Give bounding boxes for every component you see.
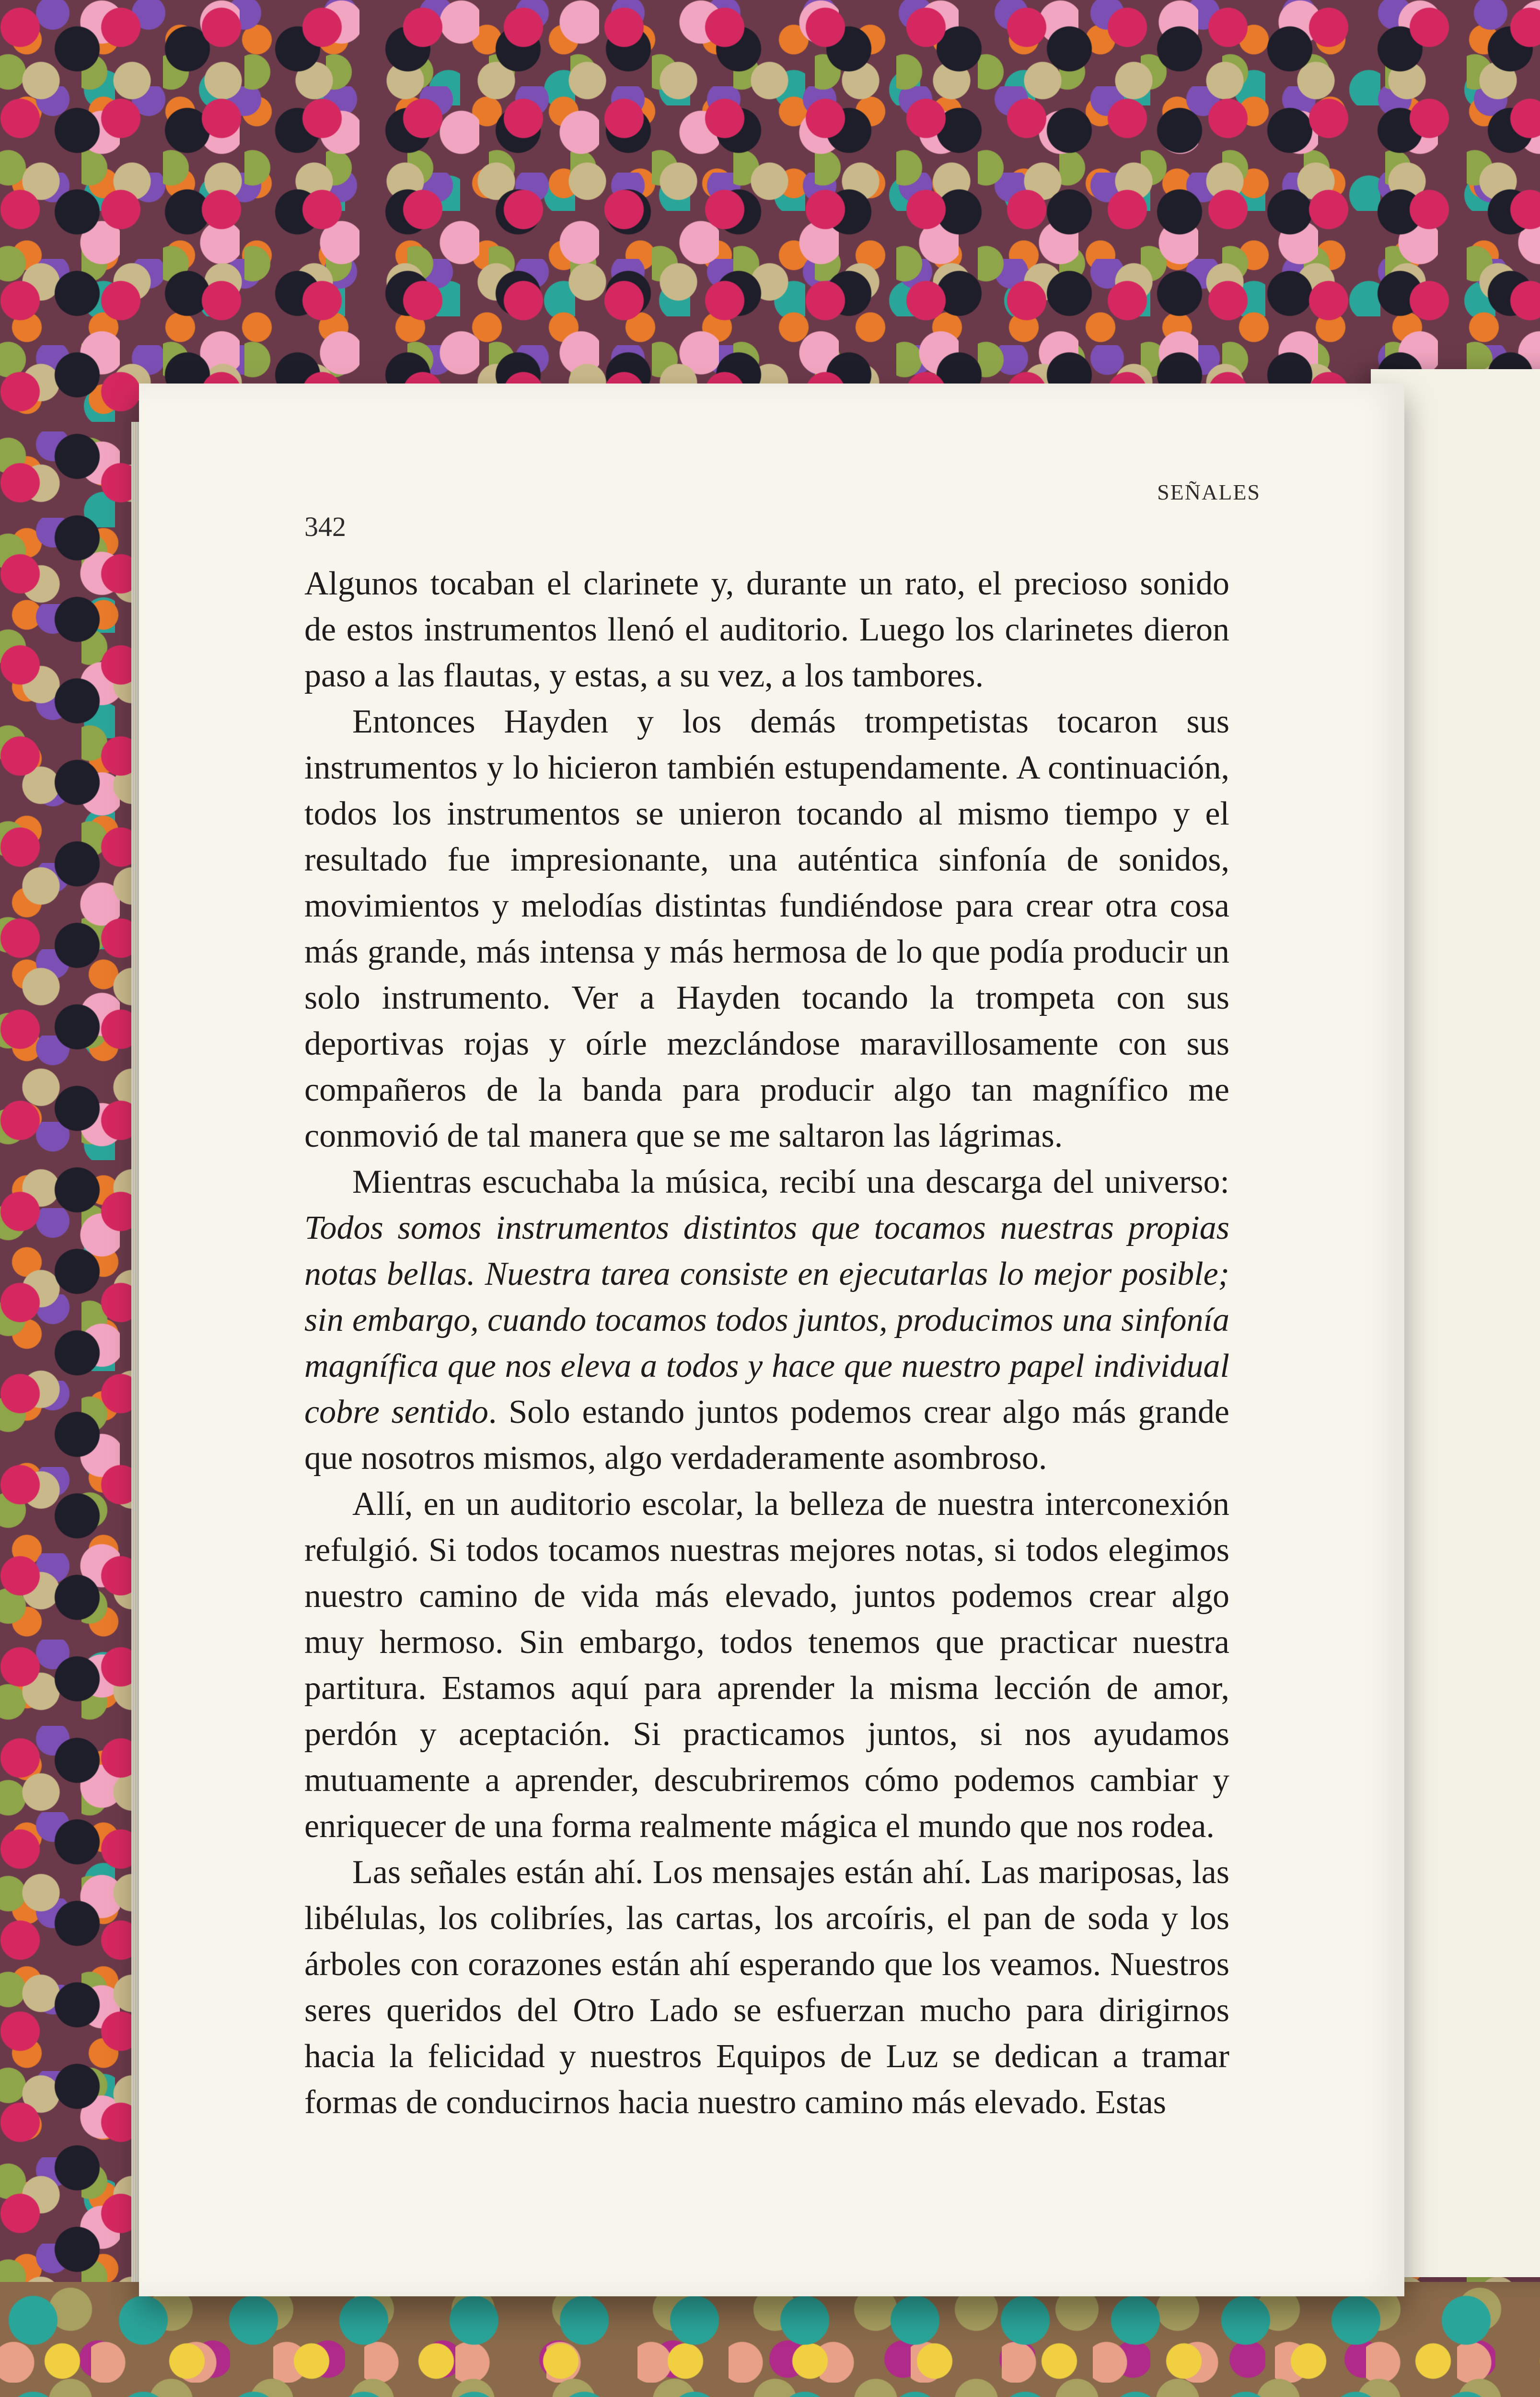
italic-quote: Todos somos instrumentos distintos que tocamos nuestras propias notas bellas. Nuestra tarea consiste en ejecutarlas lo mejor posible; sin embargo, cuando tocamos todos juntos, producimos una sinfonía magnífica que nos eleva a todos y hace que nuestro papel individual cobre sentido — [304, 1210, 1229, 1431]
page-number: 342 — [304, 511, 346, 542]
paragraph-tail: . Solo estando juntos podemos crear algo más grande que nosotros mismos, algo verdaderamente asombroso. — [304, 1394, 1229, 1477]
paragraph: Entonces Hayden y los demás trompetistas tocaron sus instrumentos y lo hicieron también estupendamente. A continuación, todos los instrumentos se unieron tocando al mismo tiempo y el resultado fue impresionante, una auténtica sinfonía de sonidos, movimientos y melodías distintas fundiéndose para crear otra cosa más grande, más intensa y más hermosa de lo que podía producir un solo instrumento. Ver a Hayden tocando la trompeta con sus deportivas rojas y oírle mezclándose maravillosamente con sus compañeros de la banda para producir algo tan magnífico me conmovió de tal manera que se me saltaron las lágrimas. — [304, 703, 1229, 1154]
body-text — [304, 561, 1229, 2126]
paragraph: Allí, en un auditorio escolar, la belleza de nuestra interconexión refulgió. Si todos tocamos nuestras mejores notas, si todos elegimos nuestro camino de vida más elevado, juntos podemos crear algo muy hermoso. Sin embargo, todos tenemos que practicar nuestra partitura. Estamos aquí para aprender la misma lección de amor, perdón y aceptación. Si practicamos juntos, si nos ayudamos mutuamente a aprender, descubriremos cómo podemos cambiar y enriquecer de una forma realmente mágica el mundo que nos rodea. — [304, 1486, 1229, 1845]
rug-background-bottom — [0, 2282, 1540, 2397]
book-page — [139, 384, 1404, 2296]
paragraph-with-italic — [304, 1159, 1229, 1481]
running-head: SEÑALES — [1157, 480, 1261, 504]
paragraph: Las señales están ahí. Los mensajes están ahí. Las mariposas, las libélulas, los colibríes, las cartas, los arcoíris, el pan de soda y los árboles con corazones están ahí esperando que los veamos. Nuestros seres queridos del Otro Lado se esfuerzan mucho para dirigirnos hacia la felicidad y nuestros Equipos de Luz se dedican a tramar formas de conducirnos hacia nuestro camino más elevado. Estas — [304, 1854, 1229, 2121]
paragraph: Algunos tocaban el clarinete y, durante un rato, el precioso sonido de estos instrumentos llenó el auditorio. Luego los clarinetes dieron paso a las flautas, y estas, a su vez, a los tambores. — [304, 565, 1229, 694]
paragraph-lead: Mientras escuchaba la música, recibí una descarga del universo: — [352, 1164, 1229, 1200]
